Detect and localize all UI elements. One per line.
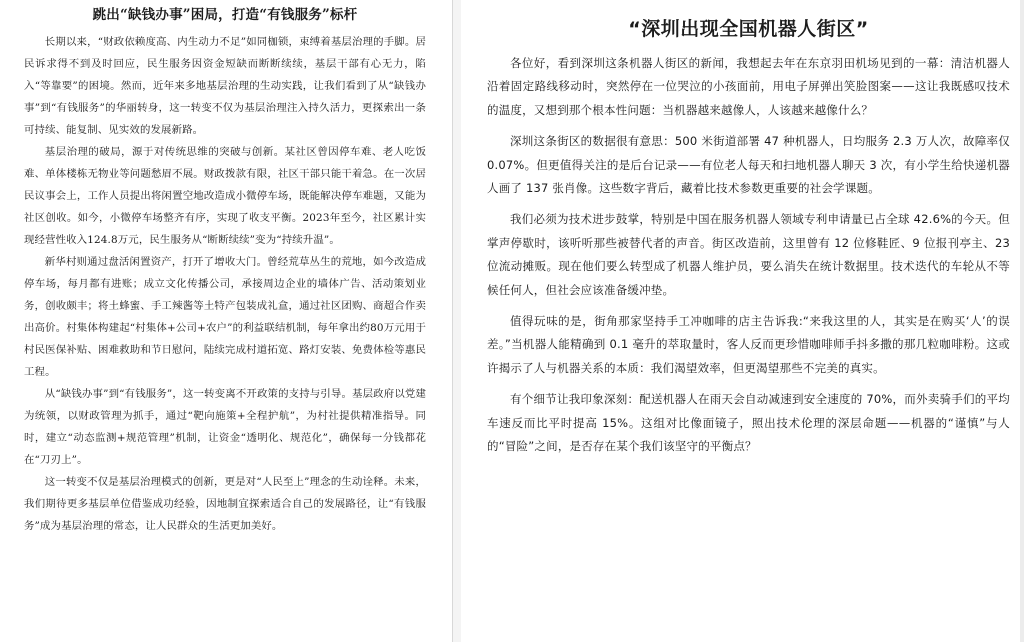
right-paragraph: 各位好，看到深圳这条机器人街区的新闻，我想起去年在东京羽田机场见到的一幕：清洁机器人沿着固定路线移动时，突然停在一位哭泣的小孩面前，用电子屏弹出笑脸图案——这让我既感叹技术的温度，又想到那个根本性问题：当机器越来越像人，人该越来越像什么？ [487,56,1010,117]
left-paragraph: 基层治理的破局，源于对传统思维的突破与创新。某社区曾因停车难、老人吃饭难、单体楼栋无物业等问题愁眉不展。财政拨款有限，社区干部只能干着急。在一次居民议事会上，工作人员提出将闲置空地改造成小微停车场，既能解决停车难题，又能为社区创收。如今，小微停车场整齐有序，实现了收支平衡。2023年至今，社区累计实现经营性收入124.8万元，民生服务从“断断续续”变为“持续升温”。 [24,146,426,246]
window-edge [1020,0,1024,642]
left-document-page [0,0,452,642]
right-paragraph: 值得玩味的是，街角那家坚持手工冲咖啡的店主告诉我:“来我这里的人，其实是在购买‘人’的误差。”当机器人能精确到 0.1 毫升的萃取量时，客人反而更珍惜咖啡师手抖多撒的那几粒咖啡粉。这或许揭示了人与机器关系的本质：我们渴望效率，但更渴望那些不完美的真实。 [487,314,1010,375]
right-article-title: “深圳出现全国机器人街区” [628,18,869,40]
left-paragraph: 长期以来，“财政依赖度高、内生动力不足”如同枷锁，束缚着基层治理的手脚。居民诉求得不到及时回应，民生服务因资金短缺而断断续续，基层干部有心无力，陷入“等靠要”的困境。然而，近年来多地基层治理的生动实践，让我们看到了从“缺钱办事”到“有钱服务”的华丽转身，这一转变不仅为基层治理注入持久活力，更探索出一条可持续、能复制、见实效的发展新路。 [24,36,426,136]
page-gap [453,0,461,642]
left-paragraph: 从“缺钱办事”到“有钱服务”，这一转变离不开政策的支持与引导。基层政府以党建为统领，以财政管理为抓手，通过“靶向施策+全程护航”，为村社提供精准指导。同时，建立“动态监测+规范管理”机制，让资金“透明化、规范化”，确保每一分钱都花在“刀刃上”。 [24,388,426,466]
right-paragraph: 我们必须为技术进步鼓掌，特别是中国在服务机器人领域专利申请量已占全球 42.6%的今天。但掌声停歇时，该听听那些被替代者的声音。街区改造前，这里曾有 12 位修鞋匠、9 位报刊亭主、23 位流动摊贩。现在他们要么转型成了机器人维护员，要么消失在统计数据里。技术迭代的车轮从不等候任何人，但社会应该准备缓冲垫。 [487,212,1010,297]
left-paragraph: 新华村则通过盘活闲置资产，打开了增收大门。曾经荒草丛生的荒地，如今改造成停车场，每月都有进账；成立文化传播公司，承接周边企业的墙体广告、活动策划业务，创收颇丰；将土蜂蜜、手工辣酱等土特产包装成礼盒，通过社区团购、商超合作卖出高价。村集体构建起“村集体+公司+农户”的利益联结机制，每年拿出约80万元用于村民医保补贴、困难救助和节日慰问，陆续完成村道拓宽、路灯安装、免费体检等惠民工程。 [24,256,426,378]
left-paragraph: 这一转变不仅是基层治理模式的创新，更是对“人民至上”理念的生动诠释。未来，我们期待更多基层单位借鉴成功经验，因地制宜探索适合自己的发展路径，让“有钱服务”成为基层治理的常态，让人民群众的生活更加美好。 [24,476,426,532]
left-article-title: 跳出“缺钱办事”困局，打造“有钱服务”标杆 [92,7,358,23]
right-document-page [461,0,1024,642]
right-paragraph: 有个细节让我印象深刻：配送机器人在雨天会自动减速到安全速度的 70%，而外卖骑手们的平均车速反而比平时提高 15%。这组对比像面镜子，照出技术伦理的深层命题——机器的“谨慎”与人的“冒险”之间，是否存在某个我们该坚守的平衡点？ [487,392,1010,454]
right-paragraph: 深圳这条街区的数据很有意思：500 米街道部署 47 种机器人，日均服务 2.3 万人次，故障率仅 0.07%。但更值得关注的是后台记录——有位老人每天和扫地机器人聊天 3 次，有小学生给快递机器人画了 137 张肖像。这些数字背后，藏着比技术参数更重要的社会学课题。 [487,134,1010,196]
